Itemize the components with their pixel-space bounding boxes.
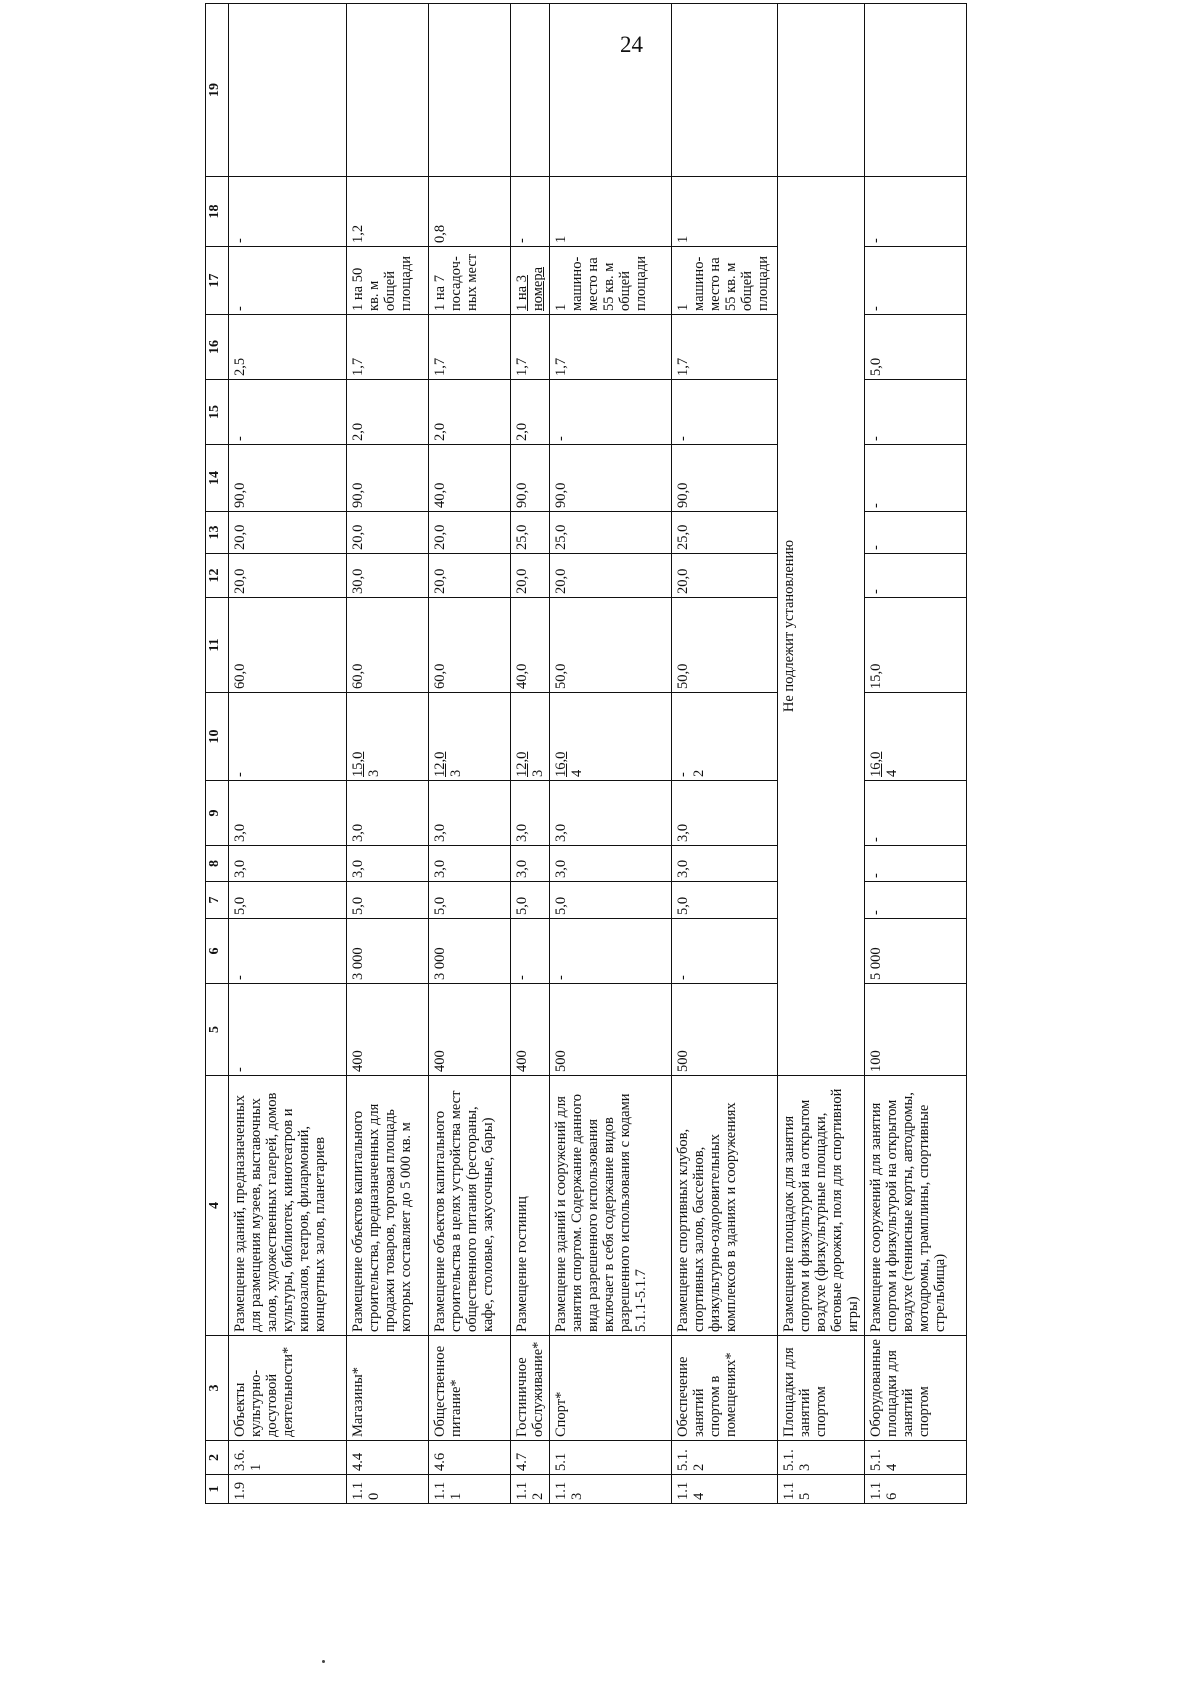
value-cell: 5,0 [229, 882, 347, 919]
value-cell: 90,0 [229, 445, 347, 512]
value-cell: 1 [672, 177, 778, 247]
value-cell: 100 [865, 984, 967, 1076]
value-cell: 3,0 [511, 781, 550, 846]
value-cell: 1 на 50 кв. м общей площади [347, 247, 429, 315]
value-cell: 30,0 [347, 554, 429, 598]
scan-speck [322, 1660, 325, 1663]
value-cell [511, 4, 550, 177]
code-cell: 4.6 [429, 1441, 511, 1475]
value-cell: - [865, 512, 967, 554]
value-cell: 0,8 [429, 177, 511, 247]
value-bottom: 3 [448, 769, 464, 777]
value-cell: - [865, 882, 967, 919]
header-cell: 10 [206, 693, 229, 781]
use-description-cell: Размещение зданий и сооружений для занятия спортом. Содержание данного вида разрешенного использования включает в себя содержание видов разрешенного использования с кодами 5.1.1-5.1.7 [550, 1076, 672, 1336]
code-cell: 5.1.2 [672, 1441, 778, 1475]
use-description-cell: Размещение гостиниц [511, 1076, 550, 1336]
code-cell: 5.1 [550, 1441, 672, 1475]
value-cell: 1 на 7 посадоч-ных мест [429, 247, 511, 315]
table-row [550, 4, 672, 1504]
row-number-cell: 1.12 [511, 1475, 550, 1504]
value-top: 16,0 [868, 751, 884, 777]
value-cell: - [229, 984, 347, 1076]
regulations-table [205, 3, 967, 1504]
value-cell: 3,0 [347, 781, 429, 846]
value-cell: 3,0 [229, 781, 347, 846]
value-cell: - [229, 380, 347, 445]
value-cell [347, 4, 429, 177]
value-cell: 3,0 [511, 846, 550, 882]
value-cell: 2,0 [347, 380, 429, 445]
table-row [229, 4, 347, 1504]
value-cell: 90,0 [550, 445, 672, 512]
value-cell: 3,0 [347, 846, 429, 882]
value-cell: 1,7 [550, 315, 672, 380]
value-cell: 90,0 [511, 445, 550, 512]
value-cell: 5,0 [672, 882, 778, 919]
value-cell: - [865, 781, 967, 846]
value-cell [347, 693, 429, 781]
header-cell: 12 [206, 554, 229, 598]
row-number-cell: 1.16 [865, 1475, 967, 1504]
value-cell: 5 000 [865, 919, 967, 984]
use-description-cell: Размещение спортивных клубов, спортивных залов, бассейнов, физкультурно-оздоровительных комплексов в зданиях и сооружениях [672, 1076, 778, 1336]
value-cell: 20,0 [550, 554, 672, 598]
value-cell: 1 [550, 177, 672, 247]
value-cell [511, 247, 550, 315]
value-cell [550, 4, 672, 177]
not-set-cell: Не подлежит установлению [778, 177, 865, 1076]
value-cell: 20,0 [347, 512, 429, 554]
use-name-cell: Оборудованные площадки для занятий спортом [865, 1336, 967, 1441]
value-cell: - [511, 177, 550, 247]
value-top: 15,0 [350, 751, 366, 777]
page-number: 24 [620, 32, 643, 57]
value-cell: 1,7 [511, 315, 550, 380]
header-cell: 6 [206, 919, 229, 984]
value-cell [865, 4, 967, 177]
use-name-cell: Спорт* [550, 1336, 672, 1441]
value-cell: 2,0 [511, 380, 550, 445]
value-text: 1 на 3 номера [514, 266, 546, 311]
use-description-cell: Размещение площадок для занятия спортом и физкультурой на открытом воздухе (физкультурные площадки, беговые дорожки, поля для спортивной игры) [778, 1076, 865, 1336]
code-cell: 3.6.1 [229, 1441, 347, 1475]
row-number-cell: 1.10 [347, 1475, 429, 1504]
value-cell: 20,0 [511, 554, 550, 598]
value-cell [429, 693, 511, 781]
value-cell: 400 [511, 984, 550, 1076]
value-cell: 3 000 [347, 919, 429, 984]
value-cell: - [672, 380, 778, 445]
value-top: 12,0 [514, 751, 530, 777]
value-cell: - [865, 445, 967, 512]
value-cell: - [550, 380, 672, 445]
header-cell: 19 [206, 4, 229, 177]
value-cell: - [865, 177, 967, 247]
header-cell: 14 [206, 445, 229, 512]
table-row [347, 4, 429, 1504]
value-top: 16,0 [553, 751, 569, 777]
value-cell [229, 693, 347, 781]
value-cell: 5,0 [429, 882, 511, 919]
value-cell [865, 693, 967, 781]
header-row [206, 4, 229, 1504]
value-cell: - [550, 919, 672, 984]
table-row [778, 4, 865, 1504]
value-cell: 1,7 [347, 315, 429, 380]
value-cell: 400 [347, 984, 429, 1076]
use-name-cell: Магазины* [347, 1336, 429, 1441]
value-cell: 2,5 [229, 315, 347, 380]
header-cell: 4 [206, 1076, 229, 1336]
value-cell: - [229, 919, 347, 984]
value-cell: 3,0 [672, 846, 778, 882]
value-cell: 2,0 [429, 380, 511, 445]
value-cell: 5,0 [865, 315, 967, 380]
header-cell: 18 [206, 177, 229, 247]
value-cell: 3 000 [429, 919, 511, 984]
value-cell: 3,0 [429, 781, 511, 846]
value-cell: 25,0 [672, 512, 778, 554]
use-name-cell: Общественное питание* [429, 1336, 511, 1441]
value-cell: 5,0 [511, 882, 550, 919]
value-cell: 1,2 [347, 177, 429, 247]
value-cell: 60,0 [429, 598, 511, 693]
value-cell: - [229, 247, 347, 315]
value-cell: - [865, 554, 967, 598]
header-cell: 5 [206, 984, 229, 1076]
header-cell: 7 [206, 882, 229, 919]
header-cell: 8 [206, 846, 229, 882]
value-cell [511, 693, 550, 781]
value-cell: 3,0 [550, 781, 672, 846]
header-cell: 17 [206, 247, 229, 315]
value-cell: 1,7 [429, 315, 511, 380]
table-row [672, 4, 778, 1504]
use-name-cell: Площадки для занятий спортом [778, 1336, 865, 1441]
value-cell: 500 [550, 984, 672, 1076]
header-cell: 2 [206, 1441, 229, 1475]
header-cell: 1 [206, 1475, 229, 1504]
use-description-cell: Размещение объектов капитального строительства, предназначенных для продажи товаров, торговая площадь которых составляет до 5 000 кв. м [347, 1076, 429, 1336]
row-number-cell: 1.14 [672, 1475, 778, 1504]
value-cell [550, 693, 672, 781]
value-cell [778, 4, 865, 177]
value-cell: 15,0 [865, 598, 967, 693]
value-cell: 50,0 [550, 598, 672, 693]
table-row [429, 4, 511, 1504]
value-cell: - [865, 247, 967, 315]
row-number-cell: 1.9 [229, 1475, 347, 1504]
value-cell [672, 4, 778, 177]
value-top: 12,0 [432, 751, 448, 777]
use-name-cell: Обеспечение занятий спортом в помещениях* [672, 1336, 778, 1441]
table-row [865, 4, 967, 1504]
code-cell: 4.4 [347, 1441, 429, 1475]
value-cell: 1 машино-место на 55 кв. м общей площади [550, 247, 672, 315]
value-cell: 25,0 [550, 512, 672, 554]
value-cell: - [865, 846, 967, 882]
value-cell: 400 [429, 984, 511, 1076]
header-cell: 9 [206, 781, 229, 846]
value-cell: 20,0 [229, 554, 347, 598]
value-cell: 5,0 [347, 882, 429, 919]
value-cell [672, 693, 778, 781]
value-cell: 500 [672, 984, 778, 1076]
value-cell: - [511, 919, 550, 984]
value-bottom: 3 [366, 769, 382, 777]
value-cell: 20,0 [229, 512, 347, 554]
value-cell: 1 машино-место на 55 кв. м общей площади [672, 247, 778, 315]
value-cell: 40,0 [511, 598, 550, 693]
value-cell: 20,0 [672, 554, 778, 598]
table-row [511, 4, 550, 1504]
value-cell [429, 4, 511, 177]
header-cell: 11 [206, 598, 229, 693]
code-cell: 5.1.3 [778, 1441, 865, 1475]
code-cell: 5.1.4 [865, 1441, 967, 1475]
header-cell: 16 [206, 315, 229, 380]
value-cell: 1,7 [672, 315, 778, 380]
value-top: - [232, 772, 248, 777]
row-number-cell: 1.13 [550, 1475, 672, 1504]
value-cell: 20,0 [429, 554, 511, 598]
value-cell: 5,0 [550, 882, 672, 919]
value-cell: - [865, 380, 967, 445]
value-cell: 3,0 [429, 846, 511, 882]
value-top: - [675, 772, 691, 777]
value-cell: - [229, 177, 347, 247]
use-description-cell: Размещение объектов капитального строительства в целях устройства мест общественного питания (рестораны, кафе, столовые, закусочные, бары) [429, 1076, 511, 1336]
value-cell [229, 4, 347, 177]
row-number-cell: 1.11 [429, 1475, 511, 1504]
use-description-cell: Размещение зданий, предназначенных для размещения музеев, выставочных залов, художественных галерей, домов культуры, библиотек, кинотеатров и кинозалов, театров, филармоний, концертных залов, планетариев [229, 1076, 347, 1336]
header-cell: 15 [206, 380, 229, 445]
value-bottom: 4 [884, 769, 900, 777]
value-cell: 3,0 [229, 846, 347, 882]
use-name-cell: Гостиничное обслуживание* [511, 1336, 550, 1441]
value-cell: 60,0 [229, 598, 347, 693]
header-cell: 13 [206, 512, 229, 554]
code-cell: 4.7 [511, 1441, 550, 1475]
value-cell: 25,0 [511, 512, 550, 554]
value-cell: 40,0 [429, 445, 511, 512]
rotated-table-sheet [205, 83, 1065, 1504]
value-cell: 90,0 [672, 445, 778, 512]
value-cell: 3,0 [550, 846, 672, 882]
row-number-cell: 1.15 [778, 1475, 865, 1504]
value-cell: 50,0 [672, 598, 778, 693]
value-cell: 90,0 [347, 445, 429, 512]
value-cell: 20,0 [429, 512, 511, 554]
use-description-cell: Размещение сооружений для занятия спортом и физкультурой на открытом воздухе (теннисные корты, автодромы, мотодромы, трамплины, спортивные стрельбища) [865, 1076, 967, 1336]
value-cell: - [672, 919, 778, 984]
use-name-cell: Объекты культурно-досуговой деятельности* [229, 1336, 347, 1441]
value-bottom: 2 [691, 769, 707, 777]
value-bottom: 3 [530, 769, 546, 777]
header-cell: 3 [206, 1336, 229, 1441]
value-cell: 60,0 [347, 598, 429, 693]
value-bottom: 4 [569, 769, 585, 777]
value-cell: 3,0 [672, 781, 778, 846]
